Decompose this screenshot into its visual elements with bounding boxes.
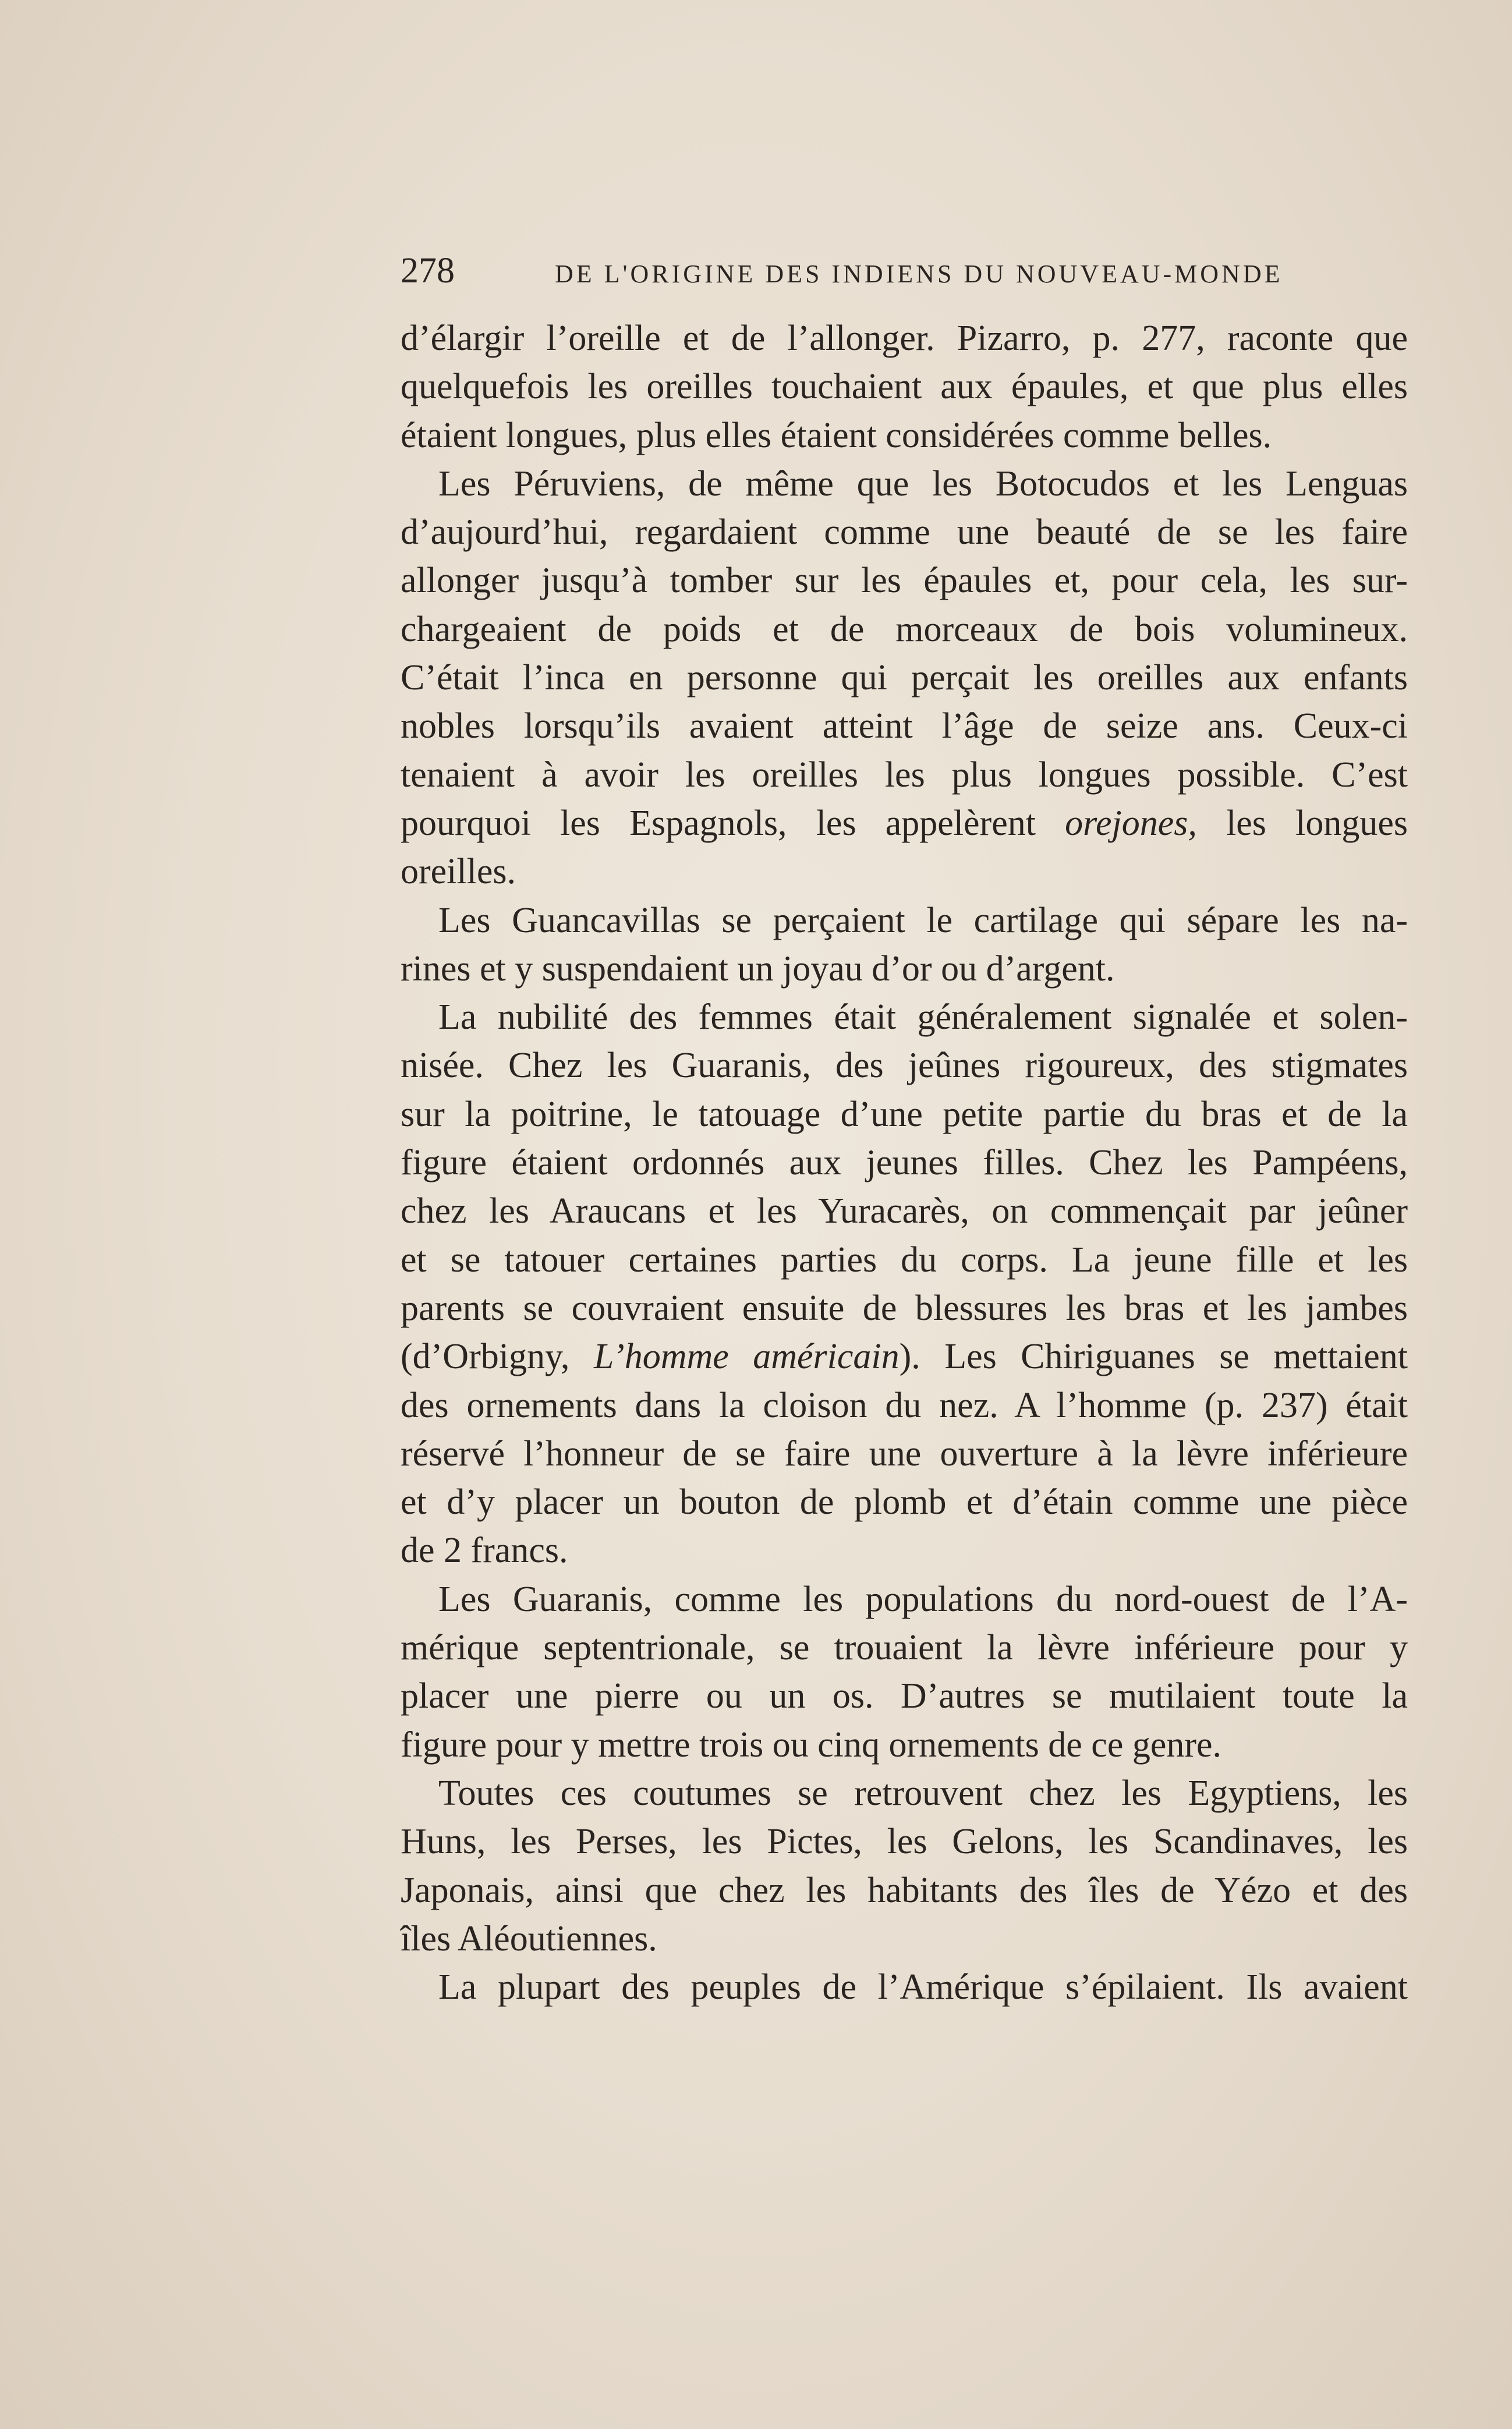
text-line	[401, 799, 1408, 848]
text-line: chez les Araucans et les Yuracarès, on commençait par jeûner	[401, 1191, 1408, 1231]
text-line: Huns, les Perses, les Pictes, les Gelons, les Scandinaves, les	[401, 1822, 1408, 1862]
text-line: chargeaient de poids et de morceaux de bois volumineux.	[401, 609, 1408, 649]
running-head: DE L'ORIGINE DES INDIENS DU NOUVEAU-MONDE	[555, 260, 1283, 288]
body-text	[401, 314, 1408, 2012]
text-line: Les Guaranis, comme les populations du nord-ouest de l’A-	[438, 1579, 1408, 1619]
text-segment: les longues	[1226, 803, 1408, 843]
text-line: allonger jusqu’à tomber sur les épaules et, pour cela, les sur-	[401, 561, 1408, 601]
text-line: figure pour y mettre trois ou cinq ornements de ce genre.	[401, 1725, 1222, 1765]
text-line: La nubilité des femmes était généralement signalée et solen-	[438, 997, 1408, 1038]
text-line: oreilles.	[401, 852, 516, 892]
text-line: rines et y suspendaient un joyau d’or ou d’argent.	[401, 948, 1115, 989]
text-line: La plupart des peuples de l’Amérique s’épilaient. Ils avaient	[438, 1967, 1408, 2007]
text-line: d’aujourd’hui, regardaient comme une beauté de se les faire	[401, 512, 1408, 553]
text-line	[401, 1333, 1408, 1381]
text-line: placer une pierre ou un os. D’autres se mutilaient toute la	[401, 1676, 1408, 1716]
text-line: nisée. Chez les Guaranis, des jeûnes rigoureux, des stigmates	[401, 1046, 1408, 1086]
text-line: mérique septentrionale, se trouaient la lèvre inférieure pour y	[401, 1628, 1408, 1668]
text-line: parents se couvraient ensuite de blessures les bras et les jambes	[401, 1288, 1408, 1328]
text-line: étaient longues, plus elles étaient considérées comme belles.	[401, 415, 1272, 455]
text-line: quelquefois les oreilles touchaient aux épaules, et que plus elles	[401, 367, 1408, 407]
text-line: réservé l’honneur de se faire une ouverture à la lèvre inférieure	[401, 1433, 1408, 1474]
text-line: C’était l’inca en personne qui perçait les oreilles aux enfants	[401, 658, 1408, 698]
text-line: sur la poitrine, le tatouage d’une petite partie du bras et de la	[401, 1094, 1408, 1134]
text-line: tenaient à avoir les oreilles les plus longues possible. C’est	[401, 755, 1408, 795]
text-line: Les Péruviens, de même que les Botocudos et les Lenguas	[438, 463, 1408, 504]
text-segment: pourquoi les Espagnols, les appelèrent	[401, 803, 1036, 843]
text-line: figure étaient ordonnés aux jeunes filles. Chez les Pampéens,	[401, 1143, 1408, 1183]
text-segment: ). Les Chiriguanes se mettaient	[899, 1337, 1408, 1377]
page-number: 278	[401, 251, 455, 291]
text-line: îles Aléoutiennes.	[401, 1918, 657, 1959]
text-segment: (d’Orbigny,	[401, 1337, 570, 1377]
italic-title: L’homme américain	[593, 1337, 900, 1377]
text-line: Toutes ces coutumes se retrouvent chez les Egyptiens, les	[438, 1773, 1408, 1813]
text-line: nobles lorsqu’ils avaient atteint l’âge de seize ans. Ceux-ci	[401, 706, 1408, 746]
italic-term: orejones,	[1065, 803, 1197, 843]
page-header	[401, 247, 1408, 294]
text-line: et se tatouer certaines parties du corps. La jeune fille et les	[401, 1240, 1408, 1280]
text-line: et d’y placer un bouton de plomb et d’étain comme une pièce	[401, 1482, 1408, 1522]
text-line: des ornements dans la cloison du nez. A l’homme (p. 237) était	[401, 1385, 1408, 1425]
text-line: d’élargir l’oreille et de l’allonger. Pizarro, p. 277, raconte que	[401, 318, 1408, 358]
text-line: de 2 francs.	[401, 1531, 568, 1571]
text-line: Japonais, ainsi que chez les habitants des îles de Yézo et des	[401, 1870, 1408, 1910]
text-line: Les Guancavillas se perçaient le cartilage qui sépare les na-	[438, 900, 1408, 940]
